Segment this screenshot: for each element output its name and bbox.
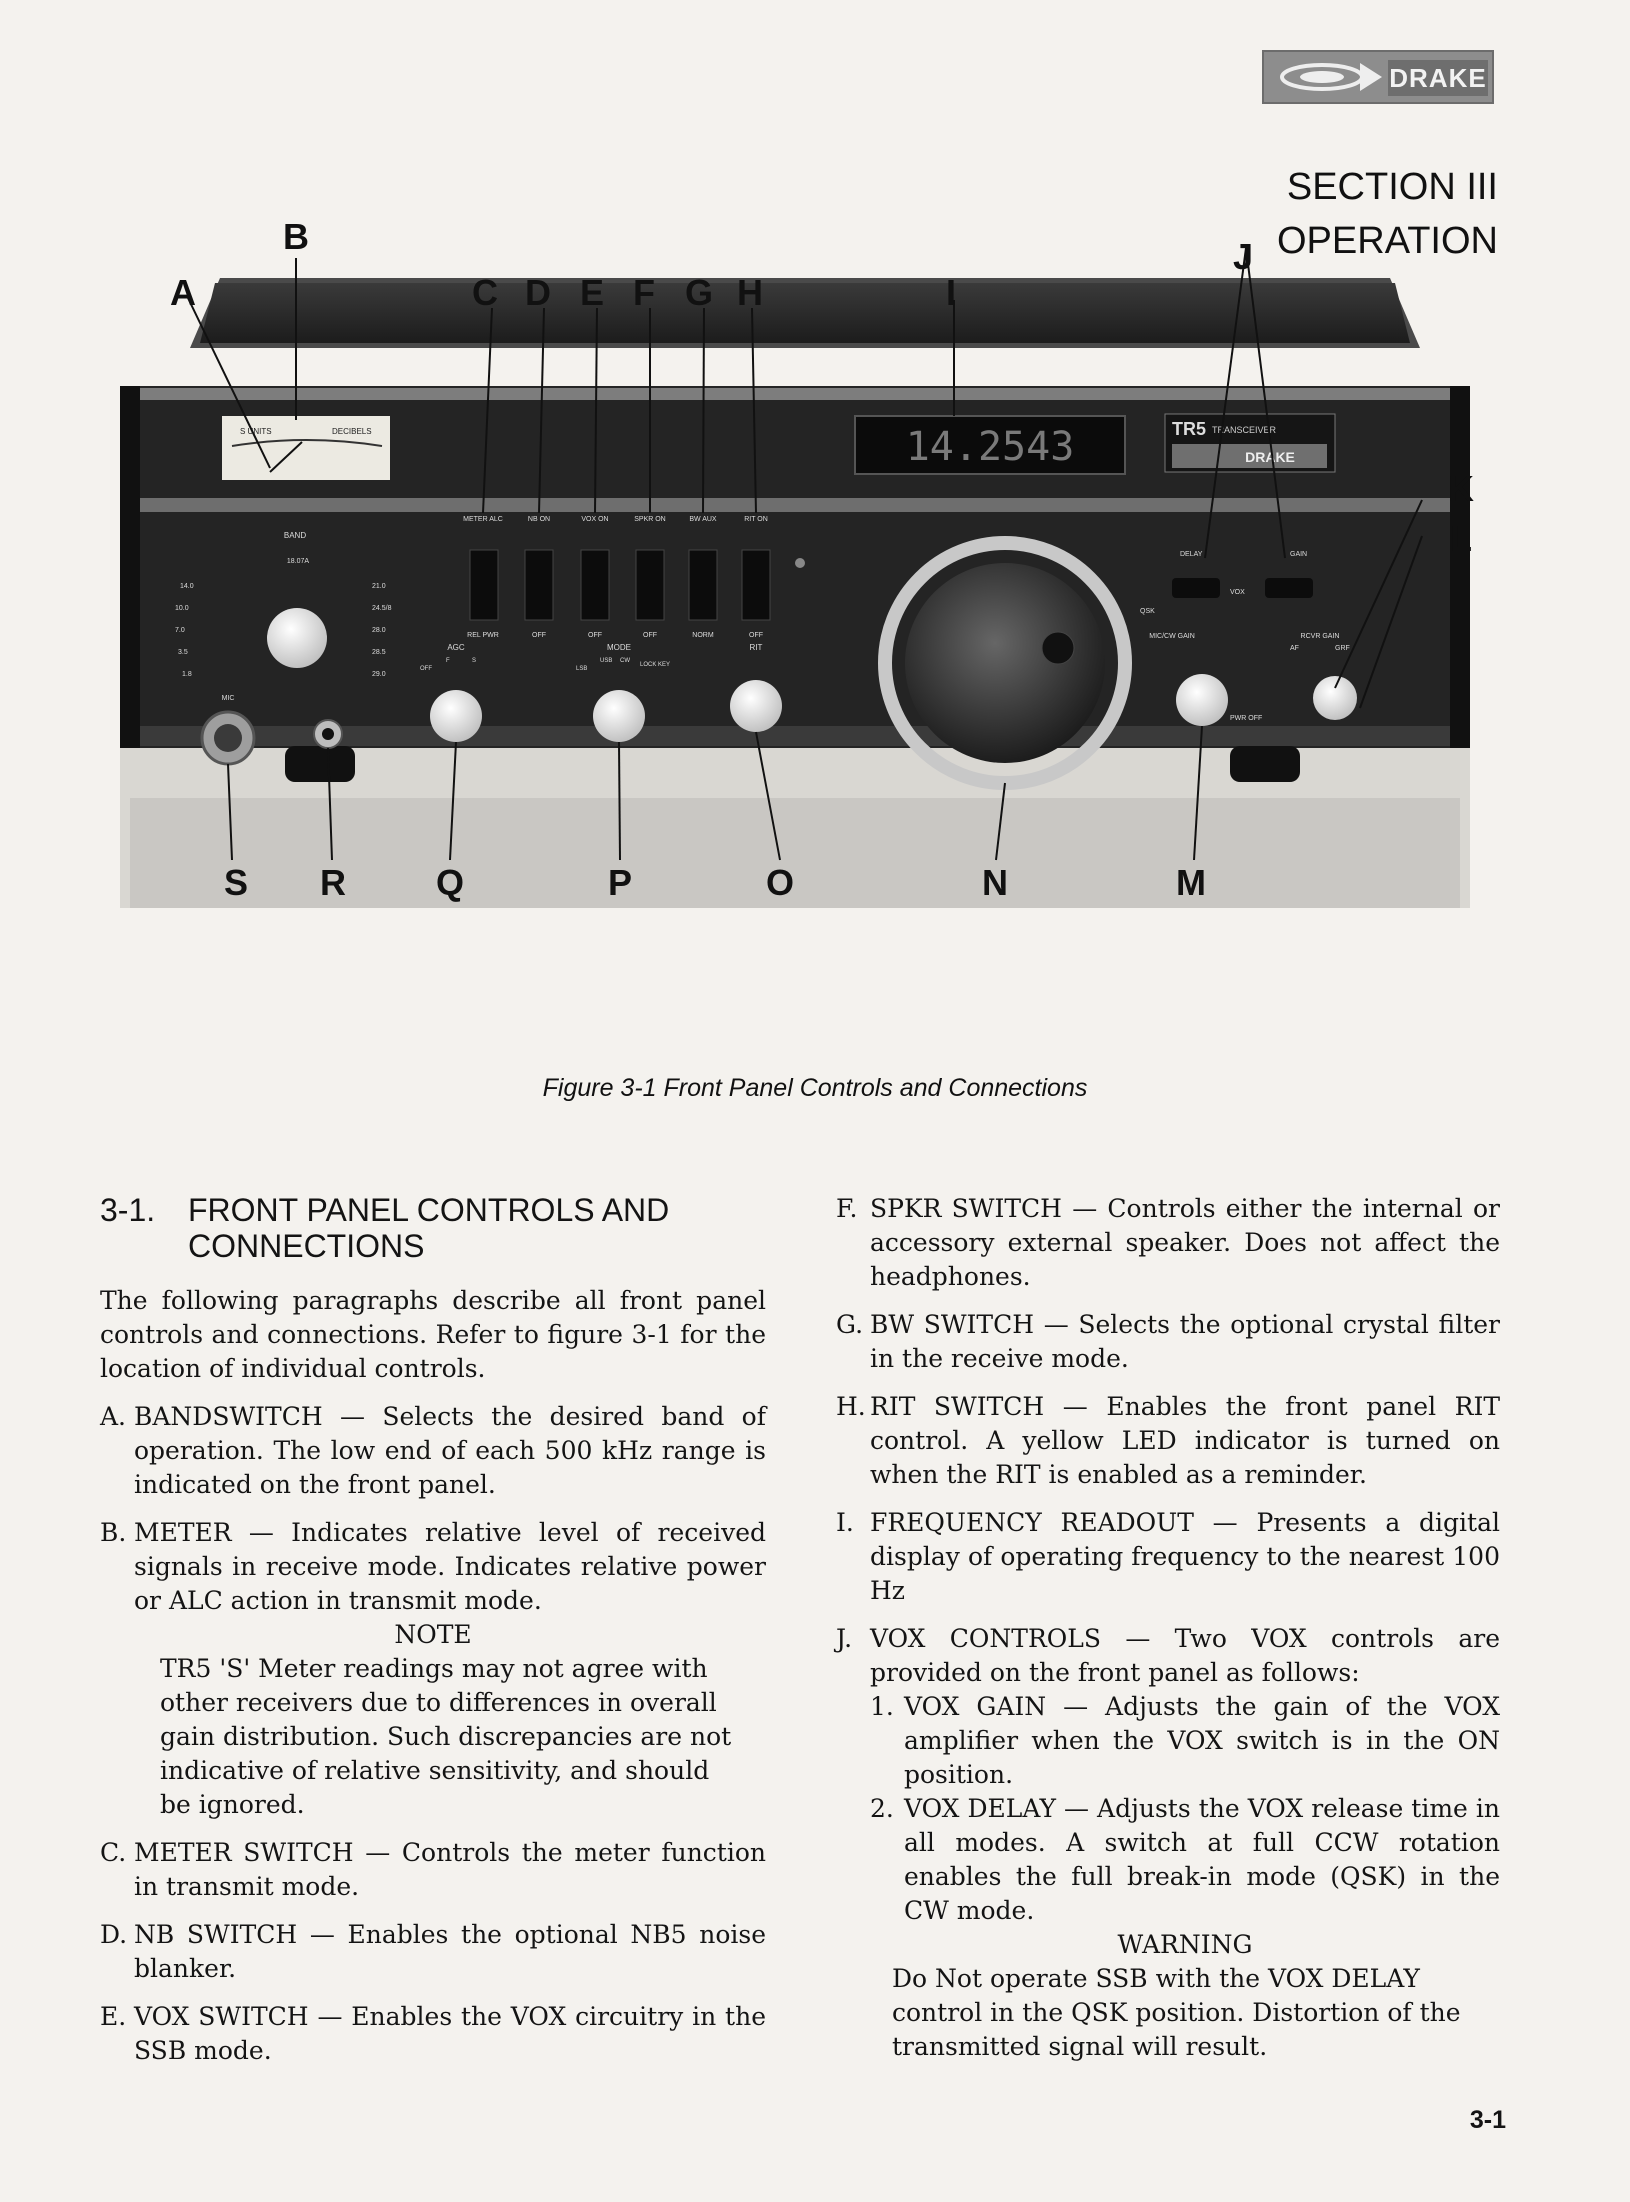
item-e-text: VOX SWITCH — Enables the VOX circuitry in the SSB mode.: [134, 2002, 766, 2065]
callout-s: S: [224, 862, 249, 903]
item-h: [836, 1390, 1500, 1492]
item-g-label: G.: [836, 1310, 864, 1339]
nb-switch-label: NB ON: [527, 516, 551, 523]
mic-cw-gain-knob: [1176, 674, 1228, 726]
vox-gain-knob: [1265, 578, 1313, 598]
item-i-text: FREQUENCY READOUT — Presents a digital display of operating frequency to the nearest 100 Hz: [870, 1508, 1500, 1605]
callout-q: Q: [436, 862, 465, 903]
item-f: [836, 1192, 1500, 1294]
item-a-label: A.: [100, 1402, 127, 1431]
item-j: [836, 1622, 1500, 1690]
callout-f: F: [633, 272, 655, 313]
callout-j: J: [1233, 236, 1254, 277]
callout-d: D: [525, 272, 551, 313]
model-subtitle: TRANSCEIVER: [1212, 425, 1277, 435]
nb-switch: [525, 550, 553, 620]
item-e: [100, 2000, 766, 2068]
callout-c: C: [472, 272, 498, 313]
band-right-4: 28.5: [372, 649, 386, 656]
callout-n: N: [982, 862, 1008, 903]
page-number: 3-1: [1469, 2106, 1506, 2134]
logo-brand-text: DRAKE: [1388, 60, 1488, 96]
spkr-switch-label: SPKR ON: [634, 516, 666, 523]
agc-off-position: OFF: [420, 666, 432, 672]
bw-switch-label: BW AUX: [689, 516, 717, 523]
callout-r: R: [320, 862, 346, 903]
item-d-text: NB SWITCH — Enables the optional NB5 noise blanker.: [134, 1920, 766, 1983]
item-j-text: VOX CONTROLS — Two VOX controls are provided on the front panel as follows:: [870, 1624, 1500, 1687]
bandswitch-knob: [267, 608, 327, 668]
vox-delay-label: DELAY: [1180, 551, 1203, 558]
section-title: [100, 1192, 766, 1264]
mode-knob: [593, 690, 645, 742]
band-left-5: 1.8: [182, 671, 192, 678]
figure-caption: Figure 3-1 Front Panel Controls and Connections: [542, 1074, 1088, 1102]
item-f-label: F.: [836, 1194, 858, 1223]
callout-l: L: [1450, 518, 1472, 559]
band-label: BAND: [283, 531, 307, 540]
qsk-label: QSK: [1140, 608, 1155, 615]
meter-right-label: DECIBELS: [332, 427, 372, 436]
callout-p: P: [608, 862, 633, 903]
rit-led: [795, 558, 805, 568]
item-j-2: [870, 1792, 1500, 1928]
spkr-switch-off-label: OFF: [643, 632, 657, 639]
rit-switch: [742, 550, 770, 620]
item-b-label: B.: [100, 1518, 127, 1547]
callout-b: B: [283, 216, 309, 257]
item-h-label: H.: [836, 1392, 866, 1421]
item-c: [100, 1836, 766, 1904]
transceiver-front-panel-figure: [120, 238, 1470, 908]
agc-f-position: F: [446, 658, 450, 664]
item-b-text: METER — Indicates relative level of received signals in receive mode. Indicates relative power or ALC action in transmit mode.: [134, 1518, 766, 1615]
callout-o: O: [766, 862, 795, 903]
item-g-text: BW SWITCH — Selects the optional crystal filter in the receive mode.: [870, 1310, 1500, 1373]
intro-paragraph: The following paragraphs describe all front panel controls and connections. Refer to figure 3-1 for the location of individual controls.: [100, 1286, 766, 1383]
rcvr-gain-label: RCVR GAIN: [1300, 633, 1340, 640]
item-d: [100, 1918, 766, 1986]
callout-i: I: [946, 272, 957, 313]
item-j-1: [870, 1690, 1500, 1792]
note-heading: NOTE: [394, 1620, 472, 1649]
right-column: [836, 1192, 1500, 2064]
band-right-1: 21.0: [372, 583, 386, 590]
rit-knob-label: RIT: [749, 643, 763, 652]
callout-a: A: [170, 272, 196, 313]
band-left-4: 3.5: [178, 649, 188, 656]
spkr-switch: [636, 550, 664, 620]
item-g: [836, 1308, 1500, 1376]
item-a-text: BANDSWITCH — Selects the desired band of operation. The low end of each 500 kHz range is indicated on the front panel.: [134, 1402, 766, 1499]
vox-switch: [581, 550, 609, 620]
item-f-text: SPKR SWITCH — Controls either the internal or accessory external speaker. Does not affect the headphones.: [870, 1194, 1500, 1291]
vox-switch-label: VOX ON: [581, 516, 609, 523]
mic-cw-gain-label: MIC/CW GAIN: [1149, 633, 1195, 640]
tuning-knob-finger-hole: [1042, 632, 1074, 664]
item-i-label: I.: [836, 1508, 854, 1537]
callout-m: M: [1176, 862, 1206, 903]
item-e-label: E.: [100, 2002, 127, 2031]
section-title-text: FRONT PANEL CONTROLS AND CONNECTIONS: [188, 1192, 670, 1264]
item-j-2-label: 2.: [870, 1794, 894, 1823]
band-left-2: 10.0: [175, 605, 189, 612]
meter-switch-off-label: REL PWR: [467, 632, 499, 639]
rit-switch-off-label: OFF: [749, 632, 763, 639]
vox-label: VOX: [1230, 589, 1245, 596]
vox-gain-label: GAIN: [1290, 551, 1308, 558]
drake-logo: [1262, 50, 1494, 104]
band-left-3: 7.0: [175, 627, 185, 634]
agc-knob: [430, 690, 482, 742]
mode-cw-position: CW: [620, 658, 630, 664]
rit-knob: [730, 680, 782, 732]
callout-e: E: [580, 272, 605, 313]
warning-heading: WARNING: [1117, 1930, 1253, 1959]
nb-switch-off-label: OFF: [532, 632, 546, 639]
rcvr-gain-knob: [1313, 676, 1357, 720]
meter-left-label: S UNITS: [240, 427, 272, 436]
power-off-label: PWR OFF: [1230, 715, 1263, 722]
section-number-heading: SECTION III: [1286, 166, 1498, 208]
item-a: [100, 1400, 766, 1502]
meter-switch-label: METER ALC: [463, 516, 503, 523]
callout-g: G: [685, 272, 714, 313]
band-left-1: 14.0: [180, 583, 194, 590]
vox-delay-knob: [1172, 578, 1220, 598]
item-j-2-text: VOX DELAY — Adjusts the VOX release time in all modes. A switch at full CCW rotation enables the full break-in mode (QSK) in the CW mode.: [904, 1794, 1500, 1925]
mode-lock-key-position: LOCK KEY: [640, 662, 671, 668]
agc-s-position: S: [472, 658, 477, 664]
item-d-label: D.: [100, 1920, 128, 1949]
section-title-heading: OPERATION: [1277, 220, 1498, 262]
band-right-5: 29.0: [372, 671, 386, 678]
mode-label: MODE: [607, 643, 631, 652]
rcvr-af-label: AF: [1290, 645, 1299, 652]
mode-lsb-position: LSB: [576, 666, 588, 672]
callout-h: H: [737, 272, 763, 313]
item-c-text: METER SWITCH — Controls the meter function in transmit mode.: [134, 1838, 766, 1901]
meter-switch: [470, 550, 498, 620]
vox-switch-off-label: OFF: [588, 632, 602, 639]
band-top-value: 18.07A: [286, 558, 310, 565]
band-right-3: 28.0: [372, 627, 386, 634]
item-j-1-label: 1.: [870, 1692, 894, 1721]
item-i: [836, 1506, 1500, 1608]
bw-switch-norm-label: NORM: [692, 632, 714, 639]
section-number: 3-1.: [100, 1192, 156, 1228]
tuning-knob: [905, 563, 1105, 763]
item-j-1-text: VOX GAIN — Adjusts the gain of the VOX amplifier when the VOX switch is in the ON position.: [904, 1692, 1500, 1789]
agc-label: AGC: [447, 643, 465, 652]
drake-emblem-icon: [1272, 60, 1384, 94]
note-body: TR5 'S' Meter readings may not agree with other receivers due to differences in overall gain distribution. Such discrepancies are not indicative of relative sensitivity, and should be ignored.: [160, 1654, 732, 1819]
item-j-label: J.: [836, 1624, 853, 1653]
item-h-text: RIT SWITCH — Enables the front panel RIT control. A yellow LED indicator is turned on when the RIT is enabled as a reminder.: [870, 1392, 1500, 1489]
rcvr-grf-label: GRF: [1335, 645, 1350, 652]
rit-switch-label: RIT ON: [744, 516, 768, 523]
warning-body: Do Not operate SSB with the VOX DELAY control in the QSK position. Distortion of the transmitted signal will result.: [892, 1964, 1461, 2061]
callout-k: K: [1448, 468, 1474, 509]
mode-usb-position: USB: [600, 658, 613, 664]
frequency-display: [855, 416, 1125, 474]
mic-label: MIC: [221, 695, 235, 702]
item-b: [100, 1516, 766, 1618]
model-plate: [1165, 414, 1335, 472]
left-column: [100, 1192, 766, 2082]
panel-brand: DRAKE: [1245, 449, 1295, 465]
model-name: TR5: [1172, 419, 1207, 439]
frequency-readout-text: 14.2543: [905, 424, 1075, 470]
meter: [222, 416, 390, 480]
bw-switch: [689, 550, 717, 620]
band-right-2: 24.5/8: [372, 605, 392, 612]
item-c-label: C.: [100, 1838, 127, 1867]
